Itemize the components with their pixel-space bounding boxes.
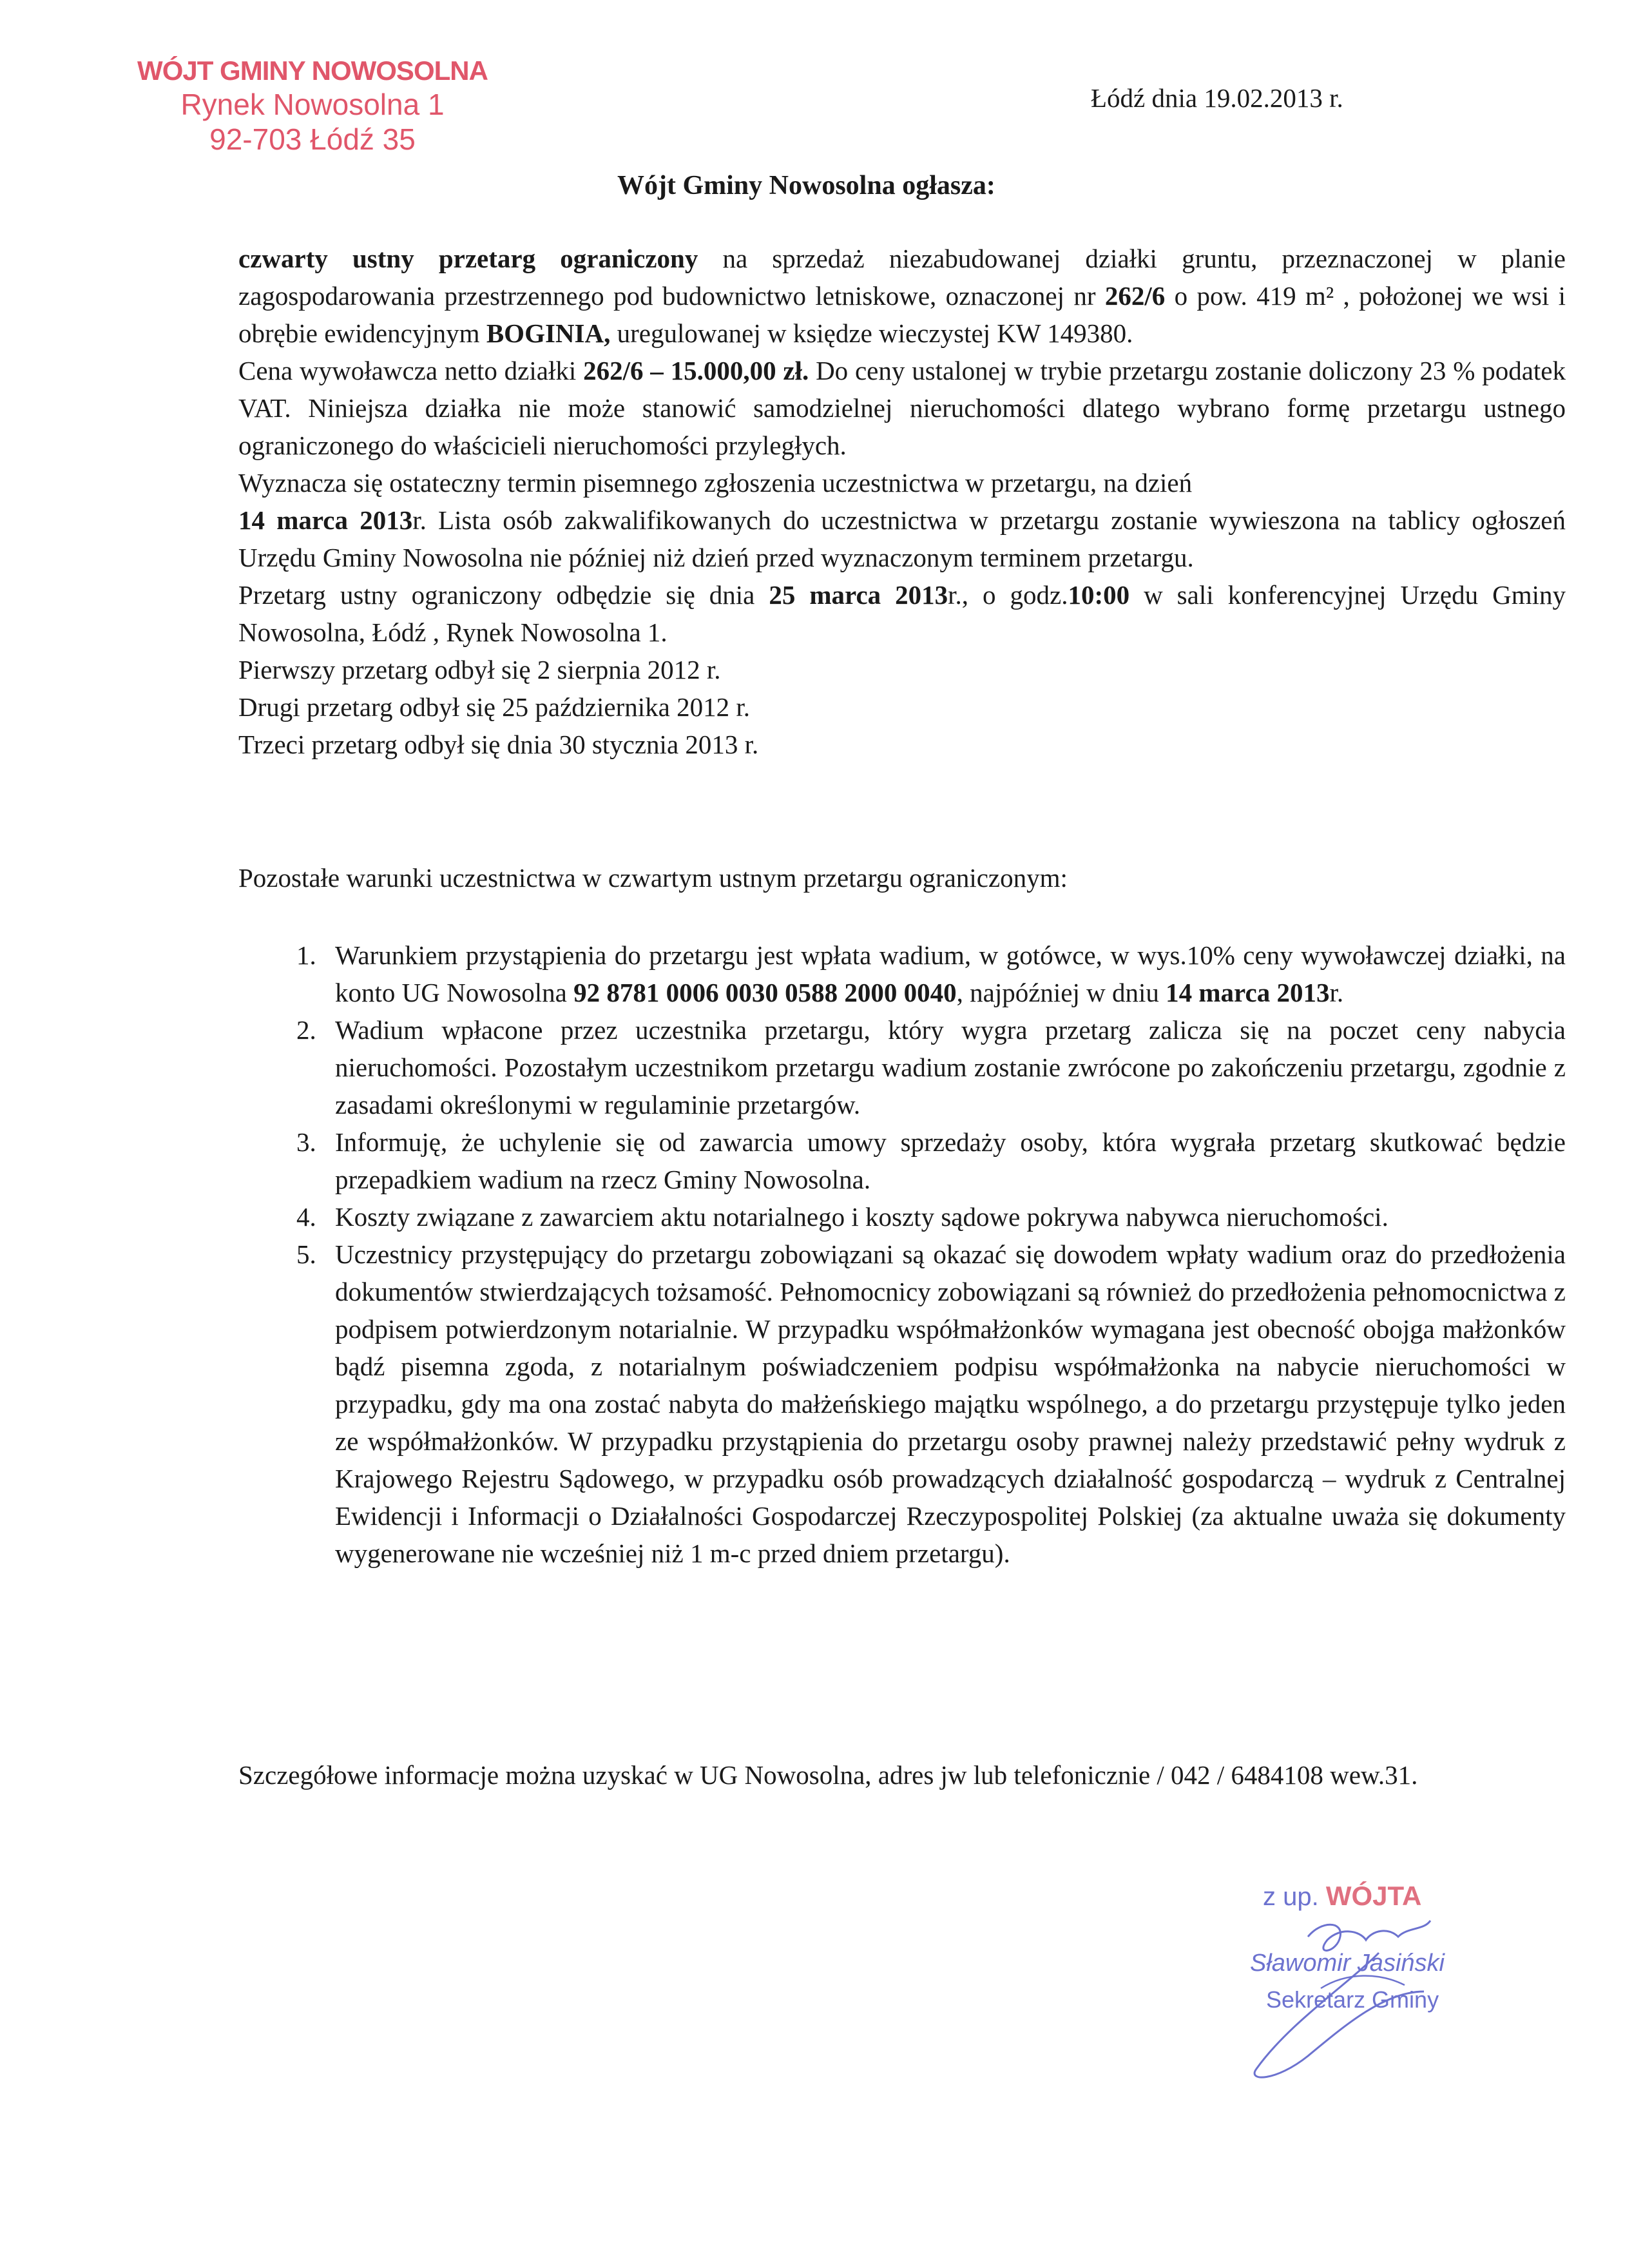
office-title: WÓJTA [1325, 1881, 1422, 1911]
auction-time: 10:00 [1068, 580, 1130, 610]
text-span: r., o godz. [948, 580, 1068, 610]
stamp-line-3: 92-703 Łódź 35 [209, 122, 416, 156]
item-text: Uczestnicy przystępujący do przetargu zobowiązani są okazać się dowodem wpłaty wadium oraz do przedłożenia dokumentów stwierdzających tożsamość. Pełnomocnicy zobowiązani są również do przedłożenia pełnomocnictwa z podpisem potwierdzonym notarialnie. W przypadku współmałżonków wymagana jest obecność obojga małżonków bądź pisemna zgoda, z notarialnym poświadczeniem podpisu współmałżonka na nabycie nieruchomości w przypadku, gdy ma ona zostać nabyta do małżeńskiego majątku wspólnego, a do przetargu przystępuje tylko jeden ze współmałżonków. W przypadku przystąpienia do przetargu osoby prawnej należy przedstawić pełny wydruk z Krajowego Rejestru Sądowego, w przypadku osób prowadzących działalność gospodarczą – wydruk z Centralnej Ewidencji i Informacji o Działalności Gospodarczej Rzeczypospolitej Polskiej (za aktualne uważa się dokumenty wygenerowane nie wcześniej niż 1 m-c przed dniem przetargu). [335, 1239, 1566, 1568]
item-number: 2. [296, 1015, 316, 1045]
text-span: Przetarg ustny ograniczony odbędzie się dnia [238, 580, 769, 610]
previous-auction-2: Drugi przetarg odbył się 25 października 2012 r. [238, 692, 750, 722]
registration-deadline: 14 marca 2013 [238, 505, 413, 535]
signatory-name: Sławomir Jasiński [1250, 1950, 1445, 1977]
condition-item [296, 1123, 1566, 1198]
text-span: w sali konferencyjnej Urzędu Gminy Nowosolna, Łódź , Rynek Nowosolna 1. [238, 580, 1566, 647]
conditions-heading: Pozostałe warunki uczestnictwa w czwartym ustnym przetargu ograniczonym: [238, 863, 1068, 893]
signatory-role: Sekretarz Gminy [1266, 1986, 1439, 2013]
intro-paragraph-4 [238, 576, 1566, 651]
text-span: Warunkiem przystąpienia do przetargu jest wpłata wadium, w gotówce, w wys.10% ceny wywoławczej działki, na konto UG Nowosolna [335, 940, 1566, 1007]
condition-item [296, 1236, 1566, 1572]
auction-date: 25 marca 2013 [769, 580, 948, 610]
item-number: 4. [296, 1202, 316, 1232]
village-name: BOGINIA, [486, 318, 611, 348]
prefix-text: z up. [1263, 1883, 1319, 1911]
intro-paragraph-2 [238, 352, 1566, 464]
contact-info: Szczegółowe informacje można uzyskać w UG Nowosolna, adres jw lub telefonicznie / 042 / 6484108 wew.31. [238, 1760, 1418, 1790]
office-stamp [119, 55, 506, 157]
plot-number: 262/6 [1104, 281, 1166, 311]
text-span: r. Lista osób zakwalifikowanych do uczestnictwa w przetargu zostanie wywieszona na tablicy ogłoszeń Urzędu Gminy Nowosolna nie później niż dzień przed wyznaczonym terminem przetargu. [238, 505, 1566, 572]
deposit-deadline: 14 marca 2013 [1166, 978, 1330, 1007]
bank-account-number: 92 8781 0006 0030 0588 2000 0040 [573, 978, 957, 1007]
intro-paragraph-1 [238, 240, 1566, 352]
previous-auction-1: Pierwszy przetarg odbył się 2 sierpnia 2012 r. [238, 655, 721, 684]
text-span: na sprzedaż niezabudowanej działki gruntu, przeznaczonej w planie zagospodarowania przestrzennego pod budownictwo letniskowe, oznaczonej nr [238, 244, 1566, 311]
item-number: 3. [296, 1127, 316, 1157]
item-text: Koszty związane z zawarciem aktu notarialnego i koszty sądowe pokrywa nabywca nieruchomości. [335, 1202, 1388, 1232]
condition-item [296, 1011, 1566, 1123]
text-span: Wyznacza się ostateczny termin pisemnego zgłoszenia uczestnictwa w przetargu, na dzień [238, 468, 1193, 498]
stamp-line-2: Rynek Nowosolna 1 [180, 87, 445, 121]
item-text: Informuję, że uchylenie się od zawarcia umowy sprzedaży osoby, która wygrała przetarg skutkować będzie przepadkiem wadium na rzecz Gminy Nowosolna. [335, 1127, 1566, 1194]
conditions-list [296, 936, 1566, 1572]
document-date: Łódź dnia 19.02.2013 r. [1091, 83, 1343, 113]
document-heading: Wójt Gminy Nowosolna ogłasza: [617, 171, 995, 200]
condition-item [296, 936, 1566, 1011]
item-number: 1. [296, 940, 316, 970]
intro-paragraph-3 [238, 464, 1566, 576]
condition-item [296, 1198, 1566, 1236]
starting-price: 262/6 – 15.000,00 zł. [583, 356, 809, 385]
text-span: , najpóźniej w dniu [956, 978, 1166, 1007]
stamp-line-1: WÓJT GMINY NOWOSOLNA [137, 55, 488, 86]
on-behalf-label [1263, 1881, 1421, 1912]
announcement-body [238, 240, 1566, 763]
text-span: r. [1329, 978, 1344, 1007]
text-span: Cena wywoławcza netto działki [238, 356, 584, 385]
signature-block [1231, 1875, 1488, 2082]
text-span: o pow. 419 m² , położonej we wsi i obrębie ewidencyjnym [238, 281, 1566, 348]
item-text: Wadium wpłacone przez uczestnika przetargu, który wygra przetarg zalicza się na poczet ceny nabycia nieruchomości. Pozostałym uczestnikom przetargu wadium zostanie zwrócone po zakończeniu przetargu, zgodnie z zasadami określonymi w regulaminie przetargów. [335, 1015, 1566, 1119]
item-number: 5. [296, 1239, 316, 1269]
text-span: uregulowanej w księdze wieczystej KW 149380. [610, 318, 1133, 348]
text-span: Do ceny ustalonej w trybie przetargu zostanie doliczony 23 % podatek VAT. Niniejsza działka nie może stanowić samodzielnej nieruchomości dlatego wybrano formę przetargu ustnego ograniczonego do właścicieli nieruchomości przyległych. [238, 356, 1566, 460]
auction-type: czwarty ustny przetarg ograniczony [238, 244, 698, 273]
previous-auction-3: Trzeci przetarg odbył się dnia 30 stycznia 2013 r. [238, 730, 759, 759]
